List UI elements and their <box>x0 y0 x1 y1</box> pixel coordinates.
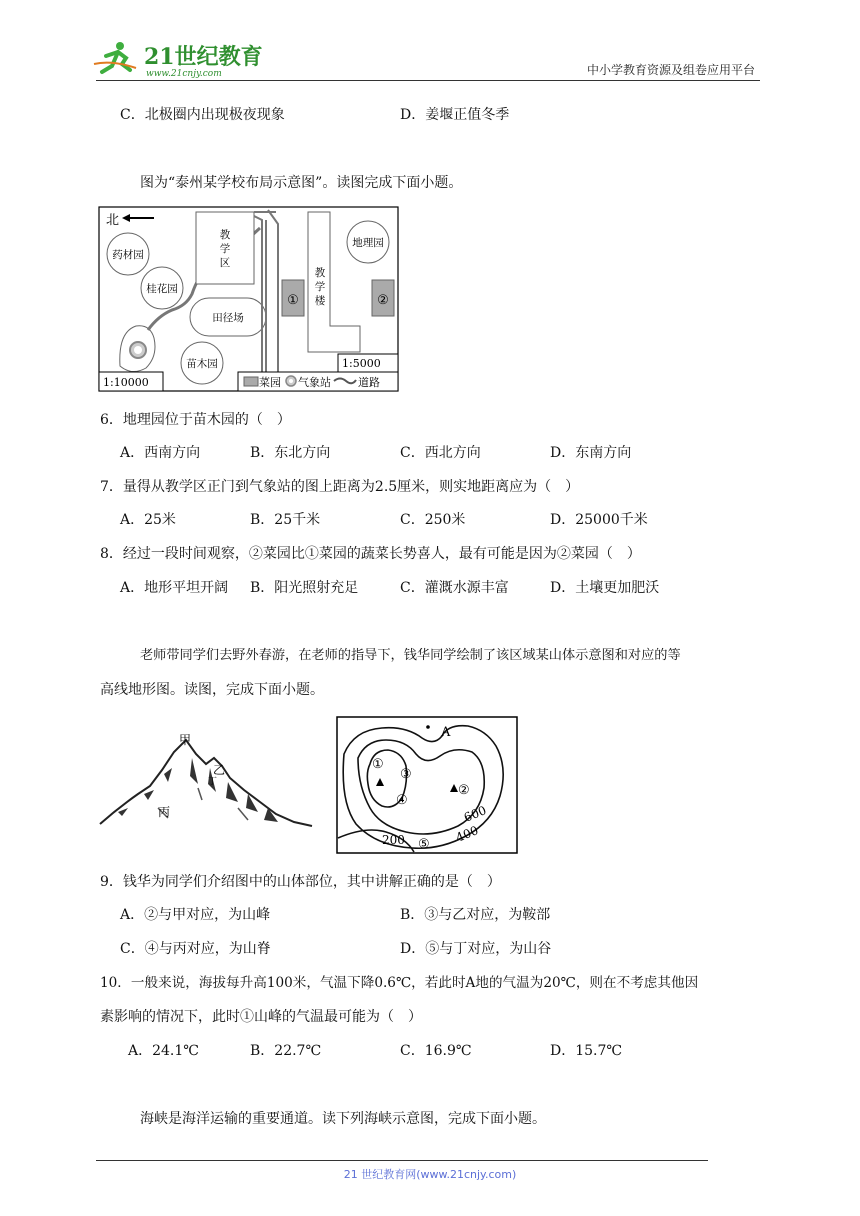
herb-garden-label: 药材园 <box>112 249 144 261</box>
q10-option-c[interactable]: C．16.9℃ <box>400 1043 472 1059</box>
q6-option-b[interactable]: B．东北方向 <box>250 445 331 461</box>
q6-option-d[interactable]: D．东南方向 <box>550 445 632 461</box>
intro-school-map: 图为“泰州某学校布局示意图”。读图完成下面小题。 <box>140 175 463 191</box>
footer-link[interactable]: 21 世纪教育网(www.21cnjy.com) <box>343 1168 517 1181</box>
q10-stem-line2: 素影响的情况下，此时①山峰的气温最可能为（ ） <box>100 1009 422 1025</box>
teaching-area-char2: 学 <box>219 243 231 255</box>
scale-left: 1:10000 <box>103 376 149 389</box>
teaching-building-char2: 学 <box>314 281 326 293</box>
q10-option-d[interactable]: D．15.7℃ <box>550 1043 623 1059</box>
q7-stem: 7．量得从教学区正门到气象站的图上距离为2.5厘米，则实地距离应为（ ） <box>100 479 580 495</box>
contour-label-4: ④ <box>396 793 408 808</box>
mountain-label-jia: 甲 <box>179 733 192 747</box>
prev-option-d: D．姜堰正值冬季 <box>400 107 510 123</box>
header-divider <box>96 80 760 81</box>
q8-stem: 8．经过一段时间观察，②菜园比①菜园的蔬菜长势喜人，最有可能是因为②菜园（ ） <box>100 546 641 562</box>
intro-strait: 海峡是海洋运输的重要通道。读下列海峡示意图，完成下面小题。 <box>140 1111 546 1127</box>
q6-option-a[interactable]: A．西南方向 <box>120 445 201 461</box>
prev-option-c: C．北极圈内出现极夜现象 <box>120 107 285 123</box>
intro-mountain-line2: 高线地形图。读图，完成下面小题。 <box>100 682 324 698</box>
intro-mountain-line1: 老师带同学们去野外春游，在老师的指导下，钱华同学绘制了该区域某山体示意图和对应的等 <box>140 648 681 663</box>
north-label: 北 <box>106 213 120 228</box>
q10-stem-line1: 10．一般来说，海拔每升高100米，气温下降0.6℃，若此时A地的气温为20℃，则在不考虑其他因 <box>100 975 699 991</box>
scale-right: 1:5000 <box>342 357 381 370</box>
contour-label-1: ① <box>372 757 384 772</box>
q9-option-c[interactable]: C．④与丙对应，为山脊 <box>120 941 271 957</box>
legend-garden-icon <box>244 377 258 386</box>
q6-stem: 6．地理园位于苗木园的（ ） <box>100 412 291 428</box>
q9-option-a[interactable]: A．②与甲对应，为山峰 <box>120 907 271 923</box>
contour-label-2: ② <box>458 783 470 798</box>
q9-stem: 9．钱华为同学们介绍图中的山体部位，其中讲解正确的是（ ） <box>100 874 501 890</box>
contour-label-a: A <box>441 725 451 740</box>
runner-icon <box>94 42 136 72</box>
teaching-area-char1: 教 <box>219 229 231 241</box>
nursery-label: 苗木园 <box>186 358 218 370</box>
q10-option-a[interactable]: A．24.1℃ <box>128 1043 199 1059</box>
q7-option-d[interactable]: D．25000千米 <box>550 512 648 528</box>
logo-url: www.21cnjy.com <box>146 69 222 79</box>
garden-1-label: ① <box>287 293 299 308</box>
footer-divider <box>96 1160 708 1161</box>
q7-option-a[interactable]: A．25米 <box>120 512 176 528</box>
q8-option-c[interactable]: C．灌溉水源丰富 <box>400 580 509 596</box>
contour-400: 400 <box>453 823 481 845</box>
legend-weather-icon <box>286 376 296 386</box>
legend-road: 道路 <box>358 376 380 389</box>
teaching-building-char1: 教 <box>314 267 326 279</box>
mountain-label-yi: 乙 <box>213 763 226 777</box>
q8-option-d[interactable]: D．土壤更加肥沃 <box>550 580 660 596</box>
q7-option-b[interactable]: B．25千米 <box>250 512 321 528</box>
site-logo <box>92 38 262 80</box>
mountain-sketch <box>98 728 318 838</box>
contour-label-3: ③ <box>400 767 412 782</box>
q9-option-d[interactable]: D．⑤与丁对应，为山谷 <box>400 941 552 957</box>
garden-2-label: ② <box>377 293 389 308</box>
osmanthus-garden-label: 桂花园 <box>146 283 178 295</box>
contour-label-5: ⑤ <box>418 837 430 852</box>
q6-option-c[interactable]: C．西北方向 <box>400 445 481 461</box>
platform-title: 中小学教育资源及组卷应用平台 <box>586 63 755 77</box>
contour-map <box>336 716 518 854</box>
mountain-label-ding: 丁 <box>208 777 218 787</box>
school-layout-map <box>98 206 400 392</box>
track-field-label: 田径场 <box>212 312 244 324</box>
logo-text: 21世纪教育 <box>144 44 262 70</box>
q8-option-a[interactable]: A．地形平坦开阔 <box>120 580 229 596</box>
legend-weather: 气象站 <box>298 376 331 389</box>
legend-garden: 菜园 <box>259 376 281 389</box>
q10-option-b[interactable]: B．22.7℃ <box>250 1043 322 1059</box>
teaching-area-char3: 区 <box>219 257 231 269</box>
q9-option-b[interactable]: B．③与乙对应，为鞍部 <box>400 907 551 923</box>
contour-600: 600 <box>461 803 489 825</box>
geography-garden-label: 地理园 <box>352 237 384 249</box>
weather-station-icon <box>130 342 146 358</box>
q8-option-b[interactable]: B．阳光照射充足 <box>250 580 359 596</box>
q7-option-c[interactable]: C．250米 <box>400 512 466 528</box>
contour-200: 200 <box>382 833 405 847</box>
teaching-building-char3: 楼 <box>314 295 326 307</box>
mountain-label-bing: 丙 <box>158 805 171 819</box>
